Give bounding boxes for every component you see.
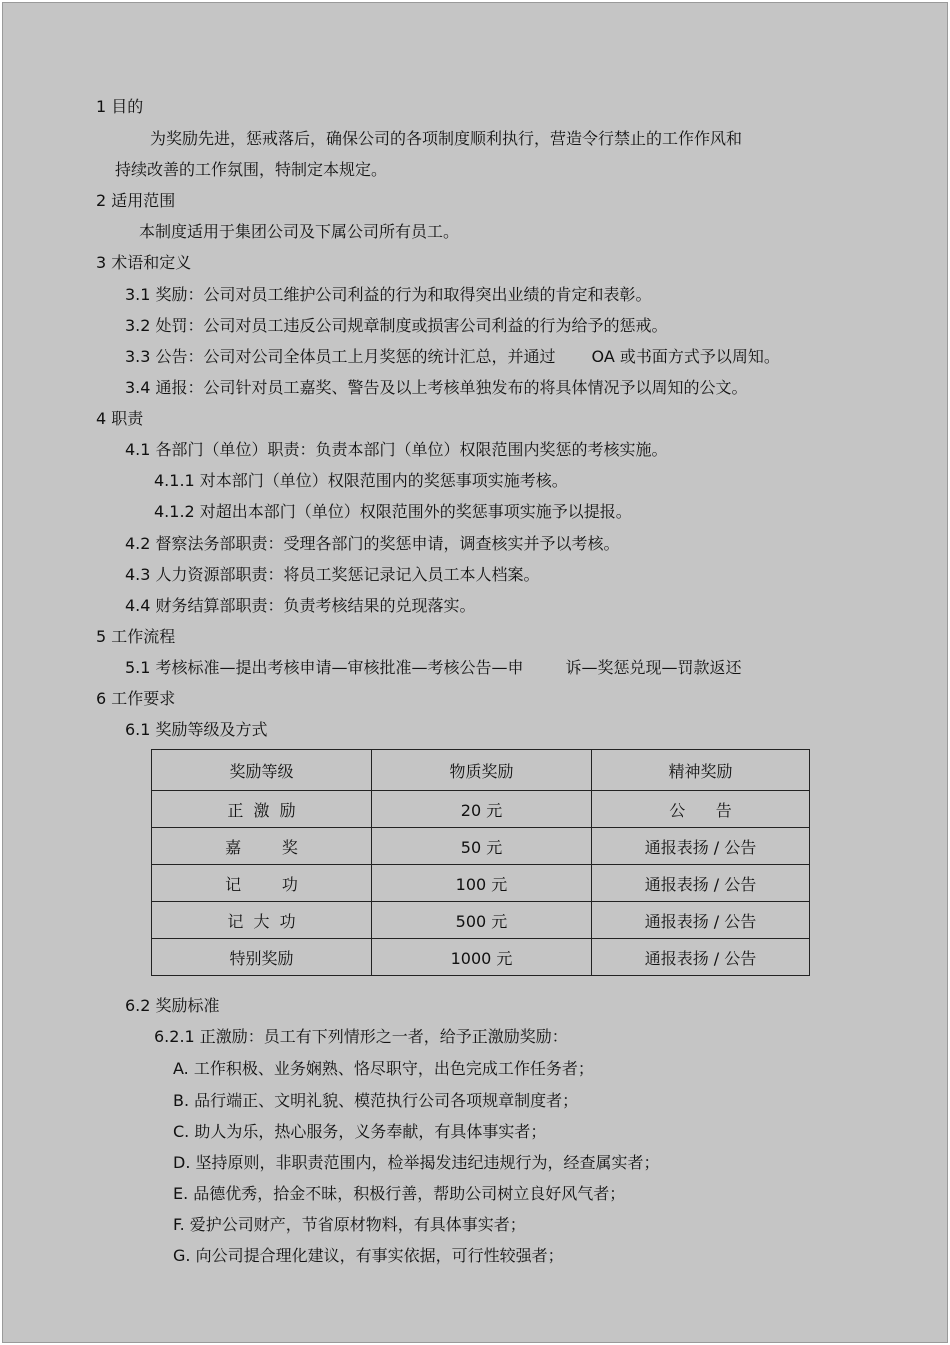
table-header-row — [152, 750, 810, 791]
duty-4-4: 4.4 财务结算部职责：负责考核结果的兑现落实。 — [125, 596, 476, 615]
table-row — [152, 791, 810, 828]
duty-4-1: 4.1 各部门（单位）职责：负责本部门（单位）权限范围内奖惩的考核实施。 — [125, 440, 668, 459]
table-cell-material: 20 元 — [372, 791, 592, 828]
workflow-5-1 — [125, 658, 742, 678]
duty-4-1-2: 4.1.2 对超出本部门（单位）权限范围外的奖惩事项实施予以提报。 — [154, 502, 632, 521]
section-1-paragraph-line-2: 持续改善的工作氛围，特制定本规定。 — [115, 160, 388, 179]
table-cell-material: 50 元 — [372, 828, 592, 865]
list-item: G. 向公司提合理化建议，有事实依据，可行性较强者； — [173, 1246, 564, 1265]
table-row — [152, 939, 810, 976]
subsection-6-1: 6.1 奖励等级及方式 — [125, 720, 268, 739]
workflow-part-1: 5.1 考核标准—提出考核申请—审核批准—考核公告—申 — [125, 658, 524, 677]
table-row — [152, 828, 810, 865]
term-3-1: 3.1 奖励：公司对员工维护公司利益的行为和取得突出业绩的肯定和表彰。 — [125, 285, 652, 304]
table-cell-level: 记 大 功 — [152, 902, 372, 939]
table-cell-level: 嘉 奖 — [152, 828, 372, 865]
table-cell-spiritual: 通报表扬 / 公告 — [592, 902, 810, 939]
workflow-part-2: 诉—奖惩兑现—罚款返还 — [565, 658, 742, 677]
header-reward-level: 奖励等级 — [152, 750, 372, 791]
section-6-heading: 6 工作要求 — [96, 689, 176, 708]
table-row — [152, 902, 810, 939]
subsection-6-2: 6.2 奖励标准 — [125, 996, 220, 1015]
list-item: C. 助人为乐，热心服务，义务奉献，有具体事实者； — [173, 1122, 547, 1141]
duty-4-3: 4.3 人力资源部职责：将员工奖惩记录记入员工本人档案。 — [125, 565, 540, 584]
list-item: D. 坚持原则，非职责范围内，检举揭发违纪违规行为，经查属实者； — [173, 1153, 660, 1172]
list-item: B. 品行端正、文明礼貌、模范执行公司各项规章制度者； — [173, 1091, 579, 1110]
table-cell-material: 1000 元 — [372, 939, 592, 976]
section-3-heading: 3 术语和定义 — [96, 253, 192, 272]
term-3-4: 3.4 通报：公司针对员工嘉奖、警告及以上考核单独发布的将具体情况予以周知的公文。 — [125, 378, 748, 397]
document-page — [2, 2, 948, 1343]
section-1-heading: 1 目的 — [96, 97, 144, 116]
term-3-2: 3.2 处罚：公司对员工违反公司规章制度或损害公司利益的行为给予的惩戒。 — [125, 316, 668, 335]
section-5-heading: 5 工作流程 — [96, 627, 176, 646]
term-3-3-part-1: 3.3 公告：公司对公司全体员工上月奖惩的统计汇总，并通过 — [125, 347, 556, 366]
duty-4-2: 4.2 督察法务部职责：受理各部门的奖惩申请，调查核实并予以考核。 — [125, 534, 620, 553]
section-1-paragraph-line-1: 为奖励先进，惩戒落后，确保公司的各项制度顺利执行，营造令行禁止的工作作风和 — [150, 129, 743, 148]
table-cell-level: 记 功 — [152, 865, 372, 902]
section-4-heading: 4 职责 — [96, 409, 144, 428]
table-cell-material: 100 元 — [372, 865, 592, 902]
section-2-paragraph: 本制度适用于集团公司及下属公司所有员工。 — [139, 222, 460, 241]
term-3-3-part-2: OA 或书面方式予以周知。 — [591, 347, 780, 366]
term-3-3 — [125, 347, 780, 367]
table-row — [152, 865, 810, 902]
header-material-reward: 物质奖励 — [372, 750, 592, 791]
reward-level-table — [151, 749, 810, 976]
list-item: E. 品德优秀，拾金不昧，积极行善，帮助公司树立良好风气者； — [173, 1184, 626, 1203]
header-spiritual-reward: 精神奖励 — [592, 750, 810, 791]
section-2-heading: 2 适用范围 — [96, 191, 176, 210]
table-cell-level: 特别奖励 — [152, 939, 372, 976]
table-cell-spiritual: 通报表扬 / 公告 — [592, 865, 810, 902]
subsection-6-2-1: 6.2.1 正激励：员工有下列情形之一者，给予正激励奖励： — [154, 1027, 568, 1046]
duty-4-1-1: 4.1.1 对本部门（单位）权限范围内的奖惩事项实施考核。 — [154, 471, 568, 490]
list-item: F. 爱护公司财产，节省原材物料，有具体事实者； — [173, 1215, 526, 1234]
list-item: A. 工作积极、业务娴熟、恪尽职守，出色完成工作任务者； — [173, 1059, 594, 1078]
table-cell-spiritual: 通报表扬 / 公告 — [592, 939, 810, 976]
table-cell-level: 正 激 励 — [152, 791, 372, 828]
table-cell-material: 500 元 — [372, 902, 592, 939]
table-cell-spiritual: 公 告 — [592, 791, 810, 828]
table-cell-spiritual: 通报表扬 / 公告 — [592, 828, 810, 865]
